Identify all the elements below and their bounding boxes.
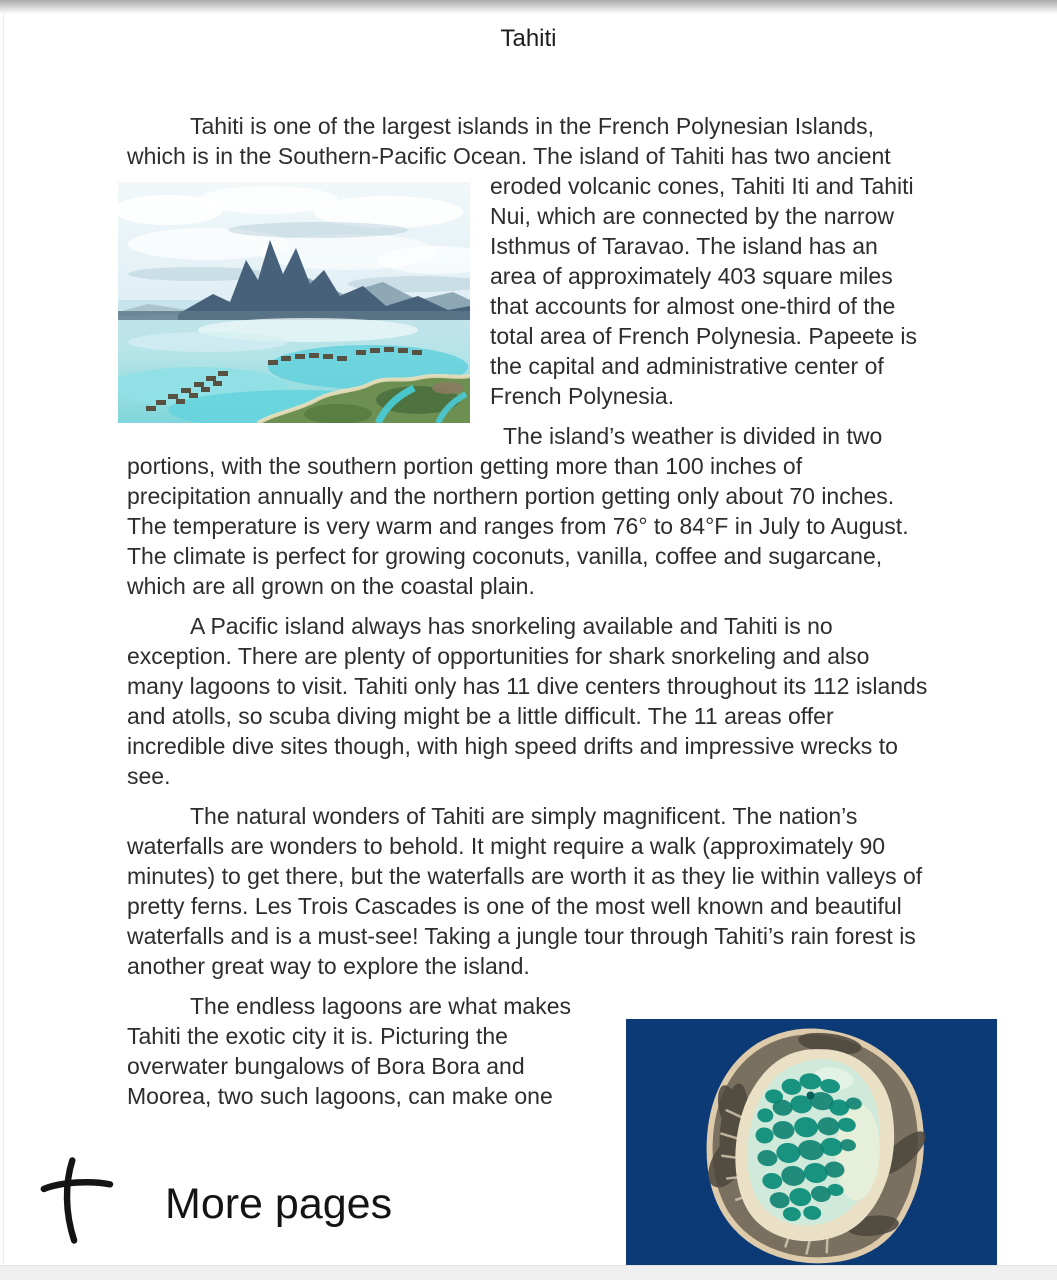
page-left-edge — [3, 12, 4, 1264]
plus-icon — [34, 1154, 118, 1246]
atoll-aerial-photo — [626, 1019, 997, 1265]
article-body — [127, 111, 930, 1111]
island-lagoon-photo — [118, 182, 470, 423]
paragraph-intro — [127, 111, 930, 411]
paragraph-intro-rest: eroded volcanic cones, Tahiti Iti and Tahiti Nui, which are connected by the narrow Isthmus of Taravao. The island has an area of approximately 403 square miles that accounts for almost one-third of the total area of French Polynesia. Papeete is the capital and administrative center of French Polynesia. — [490, 173, 918, 409]
more-pages-label: More pages — [165, 1180, 393, 1228]
paragraph-weather: The island’s weather is divided in two portions, with the southern portion getting more than 100 inches of precipitation annually and the northern portion getting only about 70 inches. The temperature is very warm and ranges from 76° to 84°F in July to August. The climate is perfect for growing coconuts, vanilla, coffee and sugarcane, which are all grown on the coastal plain. — [127, 423, 909, 599]
paragraph-snorkeling: A Pacific island always has snorkeling available and Tahiti is no exception. There are plenty of opportunities for shark snorkeling and also many lagoons to visit. Tahiti only has 11 dive centers throughout its 112 islands and atolls, so scuba diving might be a little difficult. The 11 areas offer incredible dive sites though, with high speed drifts and impressive wrecks to see. — [127, 613, 928, 789]
bottom-bar — [0, 1265, 1057, 1280]
paragraph-waterfalls: The natural wonders of Tahiti are simply magnificent. The nation’s waterfalls are wonders to behold. It might require a walk (approximately 90 minutes) to get there, but the waterfalls are worth it as they lie within valleys of pretty ferns. Les Trois Cascades is one of the most well known and beautiful waterfalls and is a must-see! Taking a jungle tour through Tahiti’s rain forest is another great way to explore the island. — [127, 803, 923, 979]
paragraph-intro-lead: Tahiti is one of the largest islands in the French Polynesian Islands, which is in the Southern-Pacific Ocean. The island of Tahiti has two ancient — [127, 113, 891, 169]
top-shadow — [0, 0, 1057, 14]
page-title: Tahiti — [500, 25, 557, 52]
more-pages-button[interactable] — [0, 1140, 520, 1258]
paragraph-lagoons: The endless lagoons are what makes Tahiti the exotic city it is. Picturing the overwater bungalows of Bora Bora and Moorea, two such lagoons, can make one — [127, 993, 571, 1109]
